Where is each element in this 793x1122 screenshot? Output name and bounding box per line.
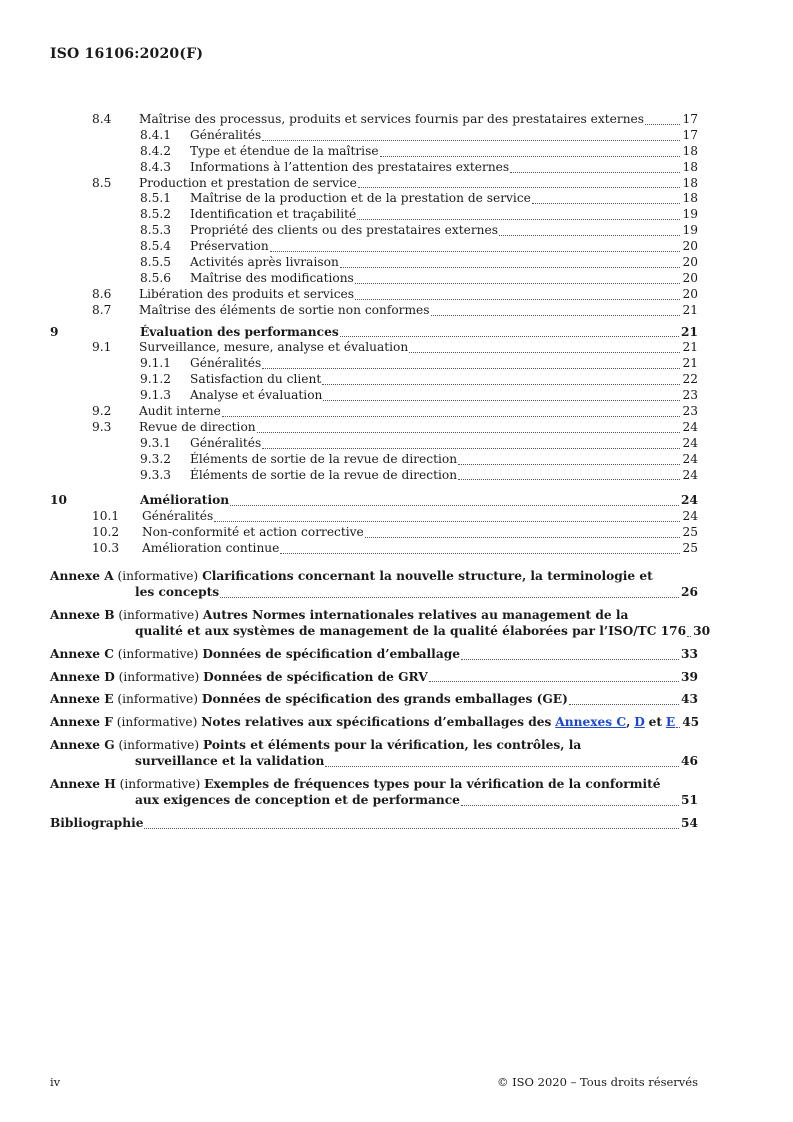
toc-title: Revue de direction — [139, 419, 256, 434]
dot-leader — [262, 447, 680, 449]
dot-leader — [323, 399, 680, 401]
dot-leader — [358, 186, 681, 188]
toc-title: Maîtrise de la production et de la prestation de service — [190, 191, 531, 206]
dot-leader — [499, 234, 681, 236]
annex-title: Données de spécification de GRV — [203, 669, 428, 684]
toc-page: 54 — [681, 815, 698, 830]
toc-number: 8.6 — [92, 286, 112, 301]
annex-title-line2: aux exigences de conception et de performance — [135, 793, 460, 808]
toc-page: 21 — [682, 356, 698, 371]
toc-title: Maîtrise des modifications — [190, 270, 354, 285]
toc-number: 9.3 — [92, 419, 112, 434]
dot-leader — [355, 298, 680, 300]
toc-entry-8-4-3[interactable] — [50, 160, 698, 176]
toc-page: 18 — [682, 159, 698, 174]
toc-page: 18 — [682, 175, 698, 190]
toc-number: 8.5 — [92, 175, 112, 190]
dot-leader — [340, 266, 681, 268]
dot-leader — [270, 250, 681, 252]
toc-page: 26 — [681, 584, 698, 599]
dot-leader — [340, 335, 679, 337]
toc-page: 19 — [682, 207, 698, 222]
annex-title: Données de spécification d’emballage — [202, 646, 460, 661]
dot-leader — [431, 314, 681, 316]
toc-number: 8.5.3 — [140, 223, 172, 238]
dot-leader — [262, 139, 680, 141]
annex-label: Annexe B — [50, 607, 115, 622]
toc-number: 8.5.6 — [140, 270, 172, 285]
annex-title: Données de spécification des grands emballages (GE) — [201, 692, 568, 707]
toc-title: Maîtrise des processus, produits et services fournis par des prestataires externes — [139, 111, 645, 126]
toc-entry-10[interactable] — [50, 493, 698, 509]
toc-title: Audit interne — [139, 404, 221, 419]
toc-entry-9[interactable] — [50, 325, 698, 341]
toc-entry-9-1-3[interactable] — [50, 388, 698, 404]
annex-kind: (informative) — [118, 738, 200, 753]
toc-page: 21 — [682, 302, 698, 317]
toc-annex-a[interactable] — [50, 569, 698, 601]
dot-leader — [510, 171, 680, 173]
annex-kind: (informative) — [117, 646, 199, 661]
toc-title: Préservation — [190, 239, 269, 254]
toc-number: 8.5.2 — [140, 207, 172, 222]
dot-leader — [230, 504, 679, 506]
toc-number: 9.3.3 — [140, 467, 172, 482]
toc-entry-9-2[interactable] — [50, 404, 698, 420]
annex-title-line2: qualité et aux systèmes de management de la qualité élaborées par l’ISO/TC 176 — [135, 623, 687, 638]
toc-title: Généralités — [190, 127, 262, 142]
toc-number: 10.3 — [92, 541, 120, 556]
toc-number: 10 — [50, 493, 67, 508]
toc-number: 8.5.5 — [140, 255, 172, 269]
toc-entry-9-1-2[interactable] — [50, 372, 698, 388]
toc-entry-10-2[interactable] — [50, 525, 698, 541]
dot-leader — [645, 123, 680, 125]
toc-page: 30 — [693, 623, 711, 638]
toc-number: 9 — [50, 324, 59, 339]
dot-leader — [409, 351, 680, 353]
dot-leader — [257, 431, 681, 433]
annex-label: Annexe F — [50, 715, 113, 730]
toc-number: 8.4.1 — [140, 127, 172, 142]
toc-number: 8.5.4 — [140, 239, 172, 254]
toc-annex-e[interactable] — [50, 692, 698, 708]
dot-leader — [325, 765, 679, 767]
toc-number: 8.4 — [92, 111, 112, 126]
toc-title: Production et prestation de service — [139, 175, 357, 190]
annex-kind: (informative) — [118, 669, 200, 684]
annex-label: Annexe D — [50, 669, 115, 684]
dot-leader — [676, 726, 680, 728]
dot-leader — [365, 536, 681, 538]
toc-title: Type et étendue de la maîtrise — [190, 143, 379, 158]
toc-number: 8.4.2 — [140, 143, 172, 158]
annex-label: Annexe H — [50, 777, 116, 792]
toc-entry-10-1[interactable] — [50, 509, 698, 525]
toc-page: 18 — [682, 191, 698, 206]
toc-title: Maîtrise des éléments de sortie non conformes — [139, 302, 430, 317]
annex-d-link[interactable]: D — [634, 715, 645, 730]
toc-entry-9-3-3[interactable] — [50, 468, 698, 484]
dot-leader — [458, 463, 680, 465]
dot-leader — [429, 680, 679, 682]
annex-label: Annexe C — [50, 646, 114, 661]
dot-leader — [687, 635, 691, 637]
toc-page: 24 — [682, 435, 698, 450]
toc-number: 9.1.3 — [140, 388, 172, 403]
toc-entry-8-4-2[interactable] — [50, 144, 698, 160]
separator-and: et — [648, 715, 663, 730]
annex-e-link[interactable]: E — [665, 715, 676, 730]
toc-entry-8-5-6[interactable] — [50, 271, 698, 287]
dot-leader — [458, 478, 680, 480]
toc-annex-g[interactable] — [50, 738, 698, 770]
toc-page: 20 — [682, 239, 698, 254]
annex-kind: (informative) — [118, 607, 200, 622]
toc-number: 9.1.1 — [140, 356, 172, 371]
toc-page: 21 — [681, 324, 698, 339]
toc-page: 17 — [682, 111, 698, 126]
toc-entry-8-5-4[interactable] — [50, 239, 698, 255]
bibliography-title: Bibliographie — [50, 815, 144, 830]
toc-page: 25 — [682, 541, 698, 556]
annex-title: Notes relatives aux spécifications d’emballages des — [201, 715, 552, 730]
toc-page: 24 — [682, 419, 698, 434]
toc-number: 10.2 — [92, 525, 120, 540]
dot-leader — [461, 804, 679, 806]
toc-page: 18 — [682, 143, 698, 158]
toc-entry-8-5-5[interactable] — [50, 255, 698, 271]
toc-entry-8-5-2[interactable] — [50, 207, 698, 223]
annex-title-line1: Exemples de fréquences types pour la vérification de la conformité — [204, 777, 661, 792]
toc-title: Évaluation des performances — [140, 324, 339, 339]
toc-title: Généralités — [190, 356, 262, 371]
toc-title: Analyse et évaluation — [190, 388, 323, 403]
toc-entry-8-5-1[interactable] — [50, 191, 698, 207]
footer-page-number: iv — [50, 1075, 61, 1089]
toc-entry-9-1-1[interactable] — [50, 356, 698, 372]
toc-page: 24 — [682, 467, 698, 482]
toc-title: Satisfaction du client — [190, 372, 322, 387]
annex-title-line1: Points et éléments pour la vérification, les contrôles, la — [203, 738, 582, 753]
dot-leader — [280, 552, 680, 554]
toc-title: Généralités — [142, 509, 214, 524]
dot-leader — [220, 596, 679, 598]
toc-entry-9-3[interactable] — [50, 420, 698, 436]
toc-page: 17 — [682, 127, 698, 142]
toc-title: Informations à l’attention des prestataires externes — [190, 159, 510, 174]
toc-title: Identification et traçabilité — [190, 207, 357, 222]
dot-leader — [355, 282, 681, 284]
toc-number: 8.4.3 — [140, 159, 172, 174]
toc-title: Activités après livraison — [190, 255, 339, 269]
dot-leader — [214, 520, 680, 522]
toc-page: 24 — [681, 493, 698, 508]
annex-title-line1: Autres Normes internationales relatives au management de la — [202, 607, 629, 622]
toc-entry-9-3-1[interactable] — [50, 436, 698, 452]
toc-annex-f[interactable] — [50, 715, 698, 731]
dot-leader — [569, 703, 679, 705]
toc-page: 20 — [682, 255, 698, 269]
toc-page: 39 — [681, 669, 698, 684]
separator-comma: , — [626, 715, 631, 730]
annex-kind: (informative) — [116, 715, 198, 730]
toc-page: 33 — [681, 646, 698, 661]
annex-kind: (informative) — [119, 777, 201, 792]
toc-page: 19 — [682, 223, 698, 238]
toc-entry-8-4[interactable] — [50, 112, 698, 128]
toc-title: Amélioration — [140, 493, 230, 508]
toc-entry-10-3[interactable] — [50, 541, 698, 557]
toc-title: Généralités — [190, 435, 262, 450]
toc-page: 24 — [682, 451, 698, 466]
toc-title: Amélioration continue — [142, 541, 280, 556]
toc-entry-8-7[interactable] — [50, 303, 698, 319]
toc-title: Propriété des clients ou des prestataires externes — [190, 223, 498, 238]
toc-entry-9-1[interactable] — [50, 340, 698, 356]
toc-number: 8.7 — [92, 302, 112, 317]
dot-leader — [144, 827, 679, 829]
toc-number: 9.1 — [92, 340, 112, 355]
document-id: ISO 16106:2020(F) — [50, 46, 204, 62]
toc-entry-8-5-3[interactable] — [50, 223, 698, 239]
toc-title: Libération des produits et services — [139, 286, 354, 301]
dot-leader — [357, 218, 680, 220]
toc-title: Non-conformité et action corrective — [142, 525, 364, 540]
annex-label: Annexe A — [50, 569, 114, 584]
annexes-c-link[interactable]: Annexes C — [555, 715, 627, 730]
footer-copyright: © ISO 2020 – Tous droits réservés — [496, 1075, 698, 1089]
toc-number: 9.3.2 — [140, 451, 172, 466]
toc-bibliography[interactable] — [50, 816, 698, 832]
annex-label: Annexe E — [50, 692, 114, 707]
annex-kind: (informative) — [117, 569, 199, 584]
dot-leader — [380, 155, 681, 157]
toc-entry-8-4-1[interactable] — [50, 128, 698, 144]
toc-page: 23 — [682, 388, 698, 403]
toc-page: 51 — [681, 793, 698, 808]
toc-number: 9.3.1 — [140, 435, 172, 450]
toc-annex-c[interactable] — [50, 647, 698, 663]
annex-kind: (informative) — [117, 692, 199, 707]
toc-title: Surveillance, mesure, analyse et évaluation — [139, 340, 409, 355]
dot-leader — [262, 367, 680, 369]
toc-page: 21 — [682, 340, 698, 355]
toc-entry-8-5[interactable] — [50, 176, 698, 192]
toc-page: 20 — [682, 270, 698, 285]
toc-number: 9.1.2 — [140, 372, 172, 387]
toc-annex-d[interactable] — [50, 670, 698, 686]
toc-page: 23 — [682, 404, 698, 419]
toc-title: Éléments de sortie de la revue de direction — [190, 451, 458, 466]
toc-annex-h[interactable] — [50, 777, 698, 809]
toc-number: 9.2 — [92, 404, 112, 419]
annex-title-line1: Clarifications concernant la nouvelle structure, la terminologie et — [202, 569, 653, 584]
toc-number: 8.5.1 — [140, 191, 172, 206]
toc-page: 20 — [682, 286, 698, 301]
toc-page: 25 — [682, 525, 698, 540]
toc-page: 24 — [682, 509, 698, 524]
toc-annex-b[interactable] — [50, 607, 711, 640]
toc-page: 43 — [681, 692, 698, 707]
dot-leader — [532, 202, 681, 204]
toc-page: 22 — [682, 372, 698, 387]
dot-leader — [461, 658, 679, 660]
annex-title-line2: les concepts — [135, 584, 220, 599]
toc-number: 10.1 — [92, 509, 120, 524]
dot-leader — [222, 415, 681, 417]
toc-page: 46 — [681, 754, 698, 769]
annex-label: Annexe G — [50, 738, 115, 753]
toc-page: 45 — [682, 715, 700, 730]
toc-entry-8-6[interactable] — [50, 287, 698, 303]
table-of-contents — [50, 111, 711, 832]
toc-entry-9-3-2[interactable] — [50, 452, 698, 468]
annex-title-line2: surveillance et la validation — [135, 754, 325, 769]
toc-title: Éléments de sortie de la revue de direction — [190, 467, 458, 482]
dot-leader — [322, 383, 680, 385]
